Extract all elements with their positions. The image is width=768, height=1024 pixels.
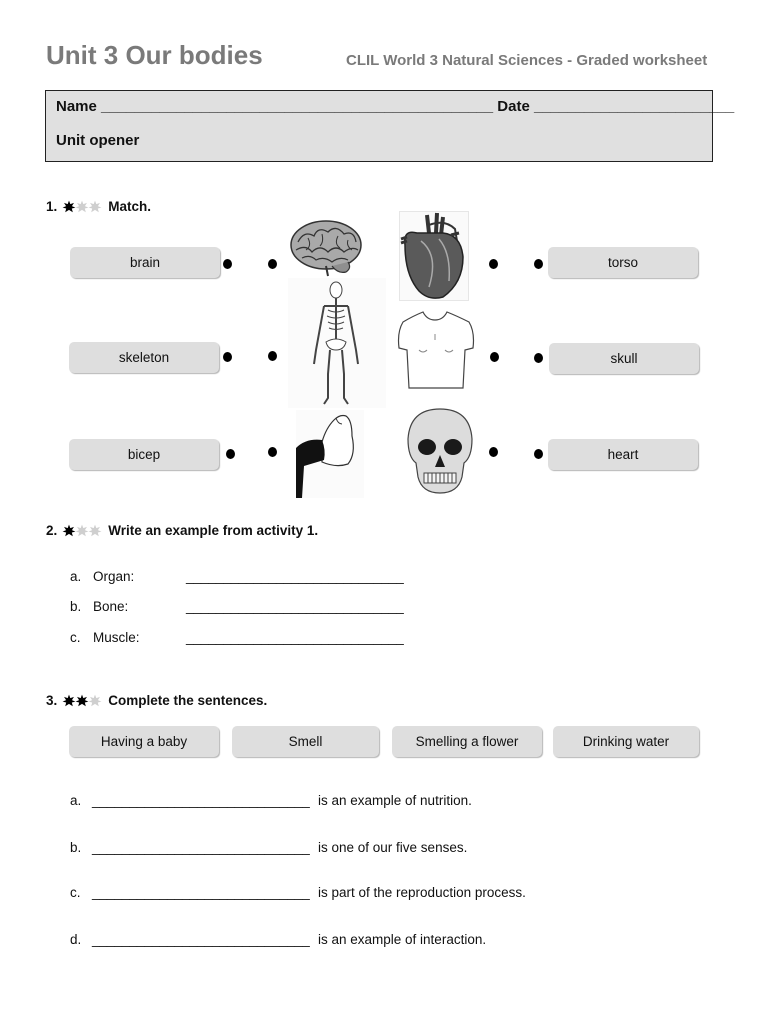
name-blank[interactable]: _______________________________________________ [101, 98, 494, 115]
sentence-text: is an example of nutrition. [318, 793, 472, 808]
sentence-text: is an example of interaction. [318, 932, 487, 947]
item-label-organ: Organ: [93, 569, 135, 584]
star-icon [75, 524, 89, 538]
match-dot[interactable] [534, 449, 543, 459]
word-pill-heart[interactable]: heart [548, 439, 698, 470]
date-blank[interactable]: ________________________ [533, 98, 735, 115]
name-date-box [45, 90, 735, 162]
activity3-heading [46, 693, 267, 708]
activity2-heading [46, 523, 318, 538]
skull-image [404, 405, 476, 497]
star-icon [88, 200, 102, 214]
series-title: CLIL World 3 Natural Sciences - Graded worksheet [346, 52, 708, 69]
match-dot[interactable] [223, 259, 232, 269]
date-label: Date [497, 98, 530, 115]
heart-image [399, 211, 469, 301]
sentence-text: is part of the reproduction process. [318, 885, 526, 900]
sentence-blank[interactable]: _____________________________ [92, 793, 310, 808]
answer-blank-muscle[interactable]: _____________________________ [186, 630, 404, 645]
torso-image [393, 308, 477, 394]
word-pill-skull[interactable]: skull [549, 343, 699, 374]
sentence-letter: c. [70, 885, 81, 900]
word-bank-smell[interactable]: Smell [232, 726, 379, 757]
activity1-heading [46, 199, 151, 214]
item-label-bone: Bone: [93, 599, 129, 614]
match-dot[interactable] [268, 259, 277, 269]
item-letter: a. [70, 569, 82, 584]
arm-image [296, 410, 364, 498]
match-dot[interactable] [489, 447, 498, 457]
item-letter: b. [70, 599, 82, 614]
match-dot[interactable] [534, 259, 543, 269]
star-icon [62, 200, 76, 214]
activity2-instruction: Write an example from activity 1. [108, 523, 319, 538]
sentence-blank[interactable]: _____________________________ [92, 885, 310, 900]
match-dot[interactable] [490, 352, 499, 362]
word-pill-torso[interactable]: torso [548, 247, 698, 278]
item-letter: c. [70, 630, 81, 645]
sentence-blank[interactable]: _____________________________ [92, 840, 310, 855]
match-dot[interactable] [223, 352, 232, 362]
star-icon [88, 694, 102, 708]
skeleton-image [288, 278, 386, 408]
section-label: Unit opener [56, 132, 140, 149]
sentence-blank[interactable]: _____________________________ [92, 932, 310, 947]
activity1-number: 1. [46, 199, 58, 214]
name-label: Name [56, 98, 97, 115]
difficulty-stars [62, 524, 101, 538]
name-date-row [56, 98, 734, 115]
match-dot[interactable] [226, 449, 235, 459]
brain-image [288, 216, 366, 278]
word-pill-brain[interactable]: brain [70, 247, 220, 278]
activity3-instruction: Complete the sentences. [108, 693, 268, 708]
sentence-letter: d. [70, 932, 82, 947]
word-pill-skeleton[interactable]: skeleton [69, 342, 219, 373]
word-bank-drinking-water[interactable]: Drinking water [553, 726, 699, 757]
star-icon [75, 200, 89, 214]
activity2-number: 2. [46, 523, 58, 538]
word-bank-smelling-a-flower[interactable]: Smelling a flower [392, 726, 542, 757]
sentence-letter: a. [70, 793, 82, 808]
star-icon [62, 524, 76, 538]
activity1-instruction: Match. [108, 199, 152, 214]
activity3-number: 3. [46, 693, 58, 708]
answer-blank-bone[interactable]: _____________________________ [186, 599, 404, 614]
difficulty-stars [62, 200, 101, 214]
star-icon [88, 524, 102, 538]
match-dot[interactable] [268, 447, 277, 457]
match-dot[interactable] [489, 259, 498, 269]
match-dot[interactable] [534, 353, 543, 363]
star-icon [75, 694, 89, 708]
sentence-text: is one of our five senses. [318, 840, 468, 855]
difficulty-stars [62, 694, 101, 708]
answer-blank-organ[interactable]: _____________________________ [186, 569, 404, 584]
unit-title: Unit 3 Our bodies [46, 40, 263, 70]
sentence-letter: b. [70, 840, 82, 855]
word-bank-having-a-baby[interactable]: Having a baby [69, 726, 219, 757]
match-dot[interactable] [268, 351, 277, 361]
star-icon [62, 694, 76, 708]
item-label-muscle: Muscle: [93, 630, 140, 645]
word-pill-bicep[interactable]: bicep [69, 439, 219, 470]
